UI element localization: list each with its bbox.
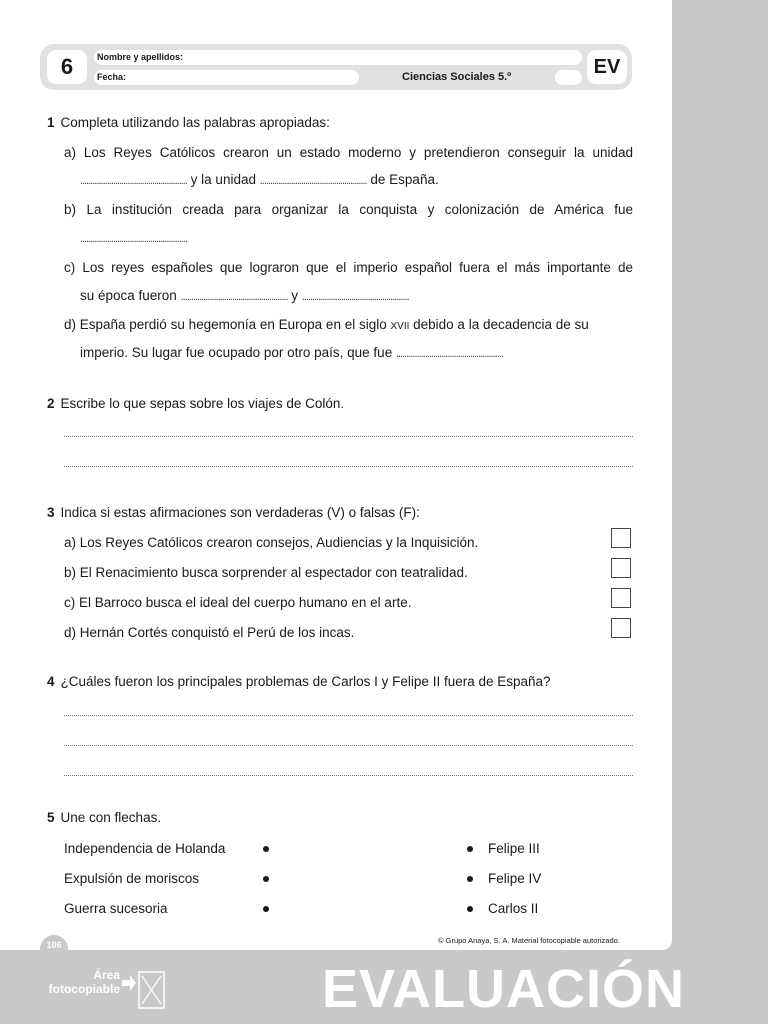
- question-1b-line1: b) La institución creada para organizar la conquista y colonización de América fue: [64, 202, 633, 217]
- question-number: 2: [47, 396, 55, 411]
- photocopy-area-label: [36, 968, 120, 996]
- answer-line[interactable]: [64, 775, 633, 776]
- date-field[interactable]: [94, 70, 359, 85]
- worksheet-header: [40, 44, 632, 90]
- true-false-checkbox[interactable]: [611, 558, 631, 578]
- answer-blank[interactable]: ....................................................: [80, 233, 187, 245]
- match-right-dot[interactable]: [467, 846, 473, 852]
- page-number: 106: [40, 935, 68, 955]
- question-text: Escribe lo que sepas sobre los viajes de Colón.: [60, 396, 345, 411]
- text-fragment: d) España perdió su hegemonía en Europa en el siglo: [64, 317, 391, 332]
- match-left-dot[interactable]: [263, 876, 269, 882]
- statement-c: c) El Barroco busca el ideal del cuerpo humano en el arte.: [64, 595, 412, 610]
- match-right-item: Carlos II: [488, 901, 539, 916]
- question-text: ¿Cuáles fueron los principales problemas de Carlos I y Felipe II fuera de España?: [60, 674, 551, 689]
- match-left-dot[interactable]: [263, 846, 269, 852]
- question-1d-line1: [64, 316, 589, 336]
- match-left-item: Independencia de Holanda: [64, 841, 226, 856]
- text-fragment: y la unidad: [186, 172, 260, 187]
- answer-line[interactable]: [64, 715, 633, 716]
- photocopy-line-2: fotocopiable: [48, 982, 120, 996]
- match-right-item: Felipe IV: [488, 871, 542, 886]
- copyright-notice: © Grupo Anaya, S. A. Material fotocopiable autorizado.: [438, 936, 620, 945]
- statement-a: a) Los Reyes Católicos crearon consejos, Audiencias y la Inquisición.: [64, 535, 479, 550]
- text-fragment: imperio. Su lugar fue ocupado por otro país, que fue: [80, 345, 396, 360]
- text-fragment: su época fueron: [80, 288, 181, 303]
- question-2-prompt: [47, 395, 344, 413]
- question-number: 4: [47, 674, 55, 689]
- statement-d: d) Hernán Cortés conquistó el Perú de los incas.: [64, 625, 355, 640]
- answer-line[interactable]: [64, 436, 633, 437]
- unit-number-badge: 6: [47, 50, 87, 84]
- question-text: Completa utilizando las palabras apropiadas:: [60, 115, 330, 130]
- text-fragment: y: [287, 288, 302, 303]
- ev-badge: EV: [587, 50, 627, 84]
- answer-line[interactable]: [64, 745, 633, 746]
- match-right-item: Felipe III: [488, 841, 540, 856]
- name-field[interactable]: [94, 50, 582, 65]
- answer-blank[interactable]: ....................................................: [259, 175, 367, 187]
- match-left-item: Expulsión de moriscos: [64, 871, 200, 886]
- question-1a-line2: [80, 171, 439, 190]
- question-3-prompt: [47, 504, 420, 522]
- answer-blank[interactable]: ....................................................: [301, 291, 409, 303]
- name-label: Nombre y apellidos:: [97, 52, 184, 62]
- match-right-dot[interactable]: [467, 876, 473, 882]
- question-1b-line2: [80, 229, 187, 248]
- question-1c-line1: c) Los reyes españoles que lograron que el imperio español fuera el más importante de: [64, 260, 633, 275]
- question-1d-line2: [80, 344, 503, 363]
- text-fragment: debido a la decadencia de su: [409, 317, 589, 332]
- match-left-dot[interactable]: [263, 906, 269, 912]
- true-false-checkbox[interactable]: [611, 618, 631, 638]
- text-fragment: de España.: [366, 172, 439, 187]
- question-1a-line1: a) Los Reyes Católicos crearon un estado moderno y pretendieron conseguir la unidad: [64, 145, 633, 160]
- question-4-prompt: [47, 673, 551, 691]
- photocopy-line-1: Área: [93, 968, 120, 982]
- question-text: Une con flechas.: [60, 810, 162, 825]
- answer-blank[interactable]: ....................................................: [180, 291, 288, 303]
- answer-blank[interactable]: ....................................................: [80, 175, 187, 187]
- question-number: 5: [47, 810, 55, 825]
- question-text: Indica si estas afirmaciones son verdaderas (V) o falsas (F):: [60, 505, 420, 520]
- course-box: [555, 70, 582, 85]
- photocopy-icon: [122, 970, 166, 1010]
- true-false-checkbox[interactable]: [611, 588, 631, 608]
- question-number: 3: [47, 505, 55, 520]
- match-right-dot[interactable]: [467, 906, 473, 912]
- evaluation-banner: EVALUACIÓN: [322, 959, 686, 1019]
- answer-line[interactable]: [64, 466, 633, 467]
- match-left-item: Guerra sucesoria: [64, 901, 168, 916]
- century-numeral: XVII: [390, 321, 410, 332]
- question-number: 1: [47, 115, 55, 130]
- question-1c-line2: [80, 287, 409, 306]
- question-5-prompt: [47, 809, 161, 827]
- statement-b: b) El Renacimiento busca sorprender al espectador con teatralidad.: [64, 565, 468, 580]
- answer-blank[interactable]: ....................................................: [395, 348, 503, 360]
- date-label: Fecha:: [97, 72, 127, 82]
- true-false-checkbox[interactable]: [611, 528, 631, 548]
- question-1-prompt: [47, 114, 330, 132]
- subject-label: Ciencias Sociales 5.º: [402, 71, 512, 83]
